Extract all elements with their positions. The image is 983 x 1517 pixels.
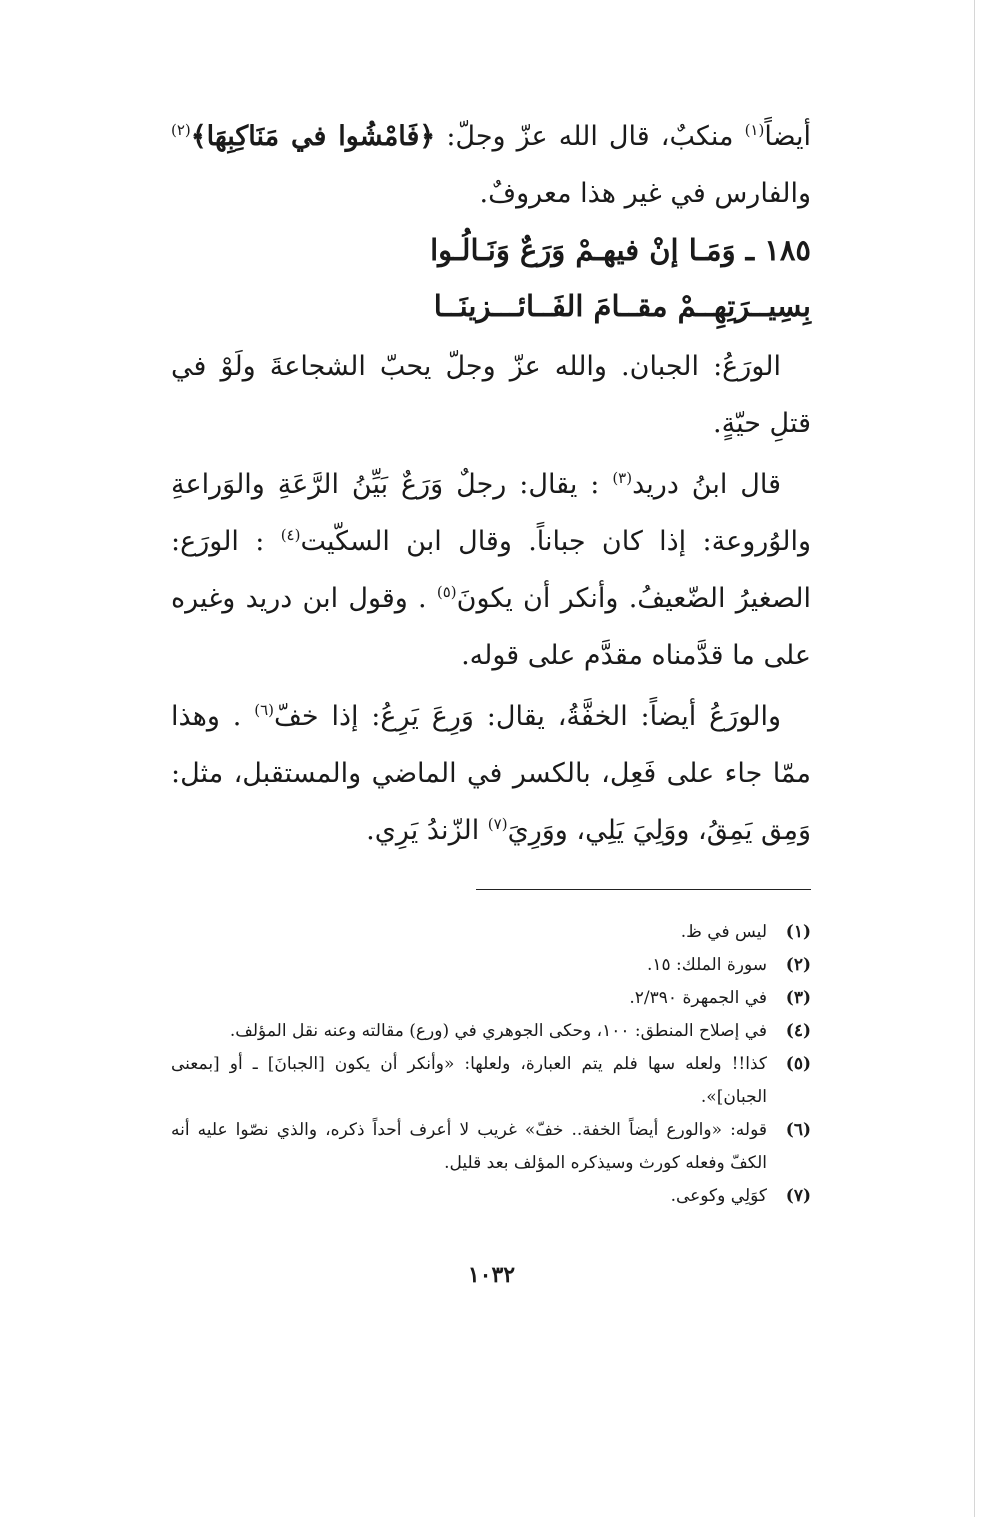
- footnote-item: [171, 1048, 811, 1114]
- footnote-ref-1[interactable]: (١): [744, 121, 765, 139]
- page-content: [171, 108, 811, 1213]
- scan-edge-line: [974, 0, 975, 1517]
- paragraph-definition: الورَعُ: الجبان. والله عزّ وجلّ يحبّ الشجاعةَ ولَوْ في قتلِ حيّةٍ.: [171, 351, 811, 439]
- footnote-separator: [476, 889, 811, 890]
- footnote-text: ليس في ظ.: [680, 922, 767, 942]
- footnote-number: (٥): [785, 1054, 811, 1074]
- footnote-number: (٦): [785, 1120, 811, 1140]
- footnote-ref-5[interactable]: (٥): [436, 583, 457, 601]
- footnote-item: [171, 949, 811, 982]
- footnote-text: كوَلِي وكوعى.: [670, 1186, 767, 1206]
- p2-text-d: . وقول ابن دريد وغيره على ما قدَّمناه مقدَّم على قوله.: [171, 583, 811, 671]
- footnote-item: [171, 1180, 811, 1213]
- footnote-number: (١): [785, 922, 811, 942]
- footnote-text: قوله: «والورع أيضاً الخفة.. خفّ» غريب لا أعرف أحداً ذكره، والذي نصّوا عليه أنه الكفّ وفعله كورث وسيذكره المؤلف بعد قليل.: [171, 1120, 767, 1173]
- footnote-number: (٣): [785, 988, 811, 1008]
- p2-text-a: قال ابنُ دريد: [632, 469, 782, 500]
- intro-paragraph: [171, 108, 811, 222]
- footnote-ref-2[interactable]: (٢): [171, 121, 191, 139]
- footnote-ref-4[interactable]: (٤): [280, 526, 301, 544]
- p3-text-c: الزّندُ يَرِي.: [366, 815, 488, 846]
- p2-text-b: : يقال: رجلٌ وَرَعٌ بَيِّنُ الرَّعَةِ والوَراعةِ والوُروعة: إذا كان جباناً. وقال ابن السكّيت: [171, 469, 811, 557]
- footnote-item: [171, 916, 811, 949]
- verse-first-hemistich: ١٨٥ ـ وَمَـا إنْ فيهـمْ وَرَعٌ وَنَـالُـوا: [430, 233, 811, 267]
- intro-text-end: والفارس في غير هذا معروفٌ.: [479, 178, 811, 209]
- intro-text-start: أيضاً: [764, 121, 812, 152]
- footnote-number: (٧): [785, 1186, 811, 1206]
- footnote-text: في الجمهرة ٢/٣٩٠.: [629, 988, 767, 1008]
- intro-text-middle: منكبٌ، قال الله عزّ وجلّ:: [435, 121, 745, 152]
- paragraph-ibn-durayd: [171, 456, 811, 684]
- page-number: ١٠٣٢: [467, 1262, 516, 1288]
- footnote-item: [171, 982, 811, 1015]
- footnote-text: في إصلاح المنطق: ١٠٠، وحكى الجوهري في (ورع) مقالته وعنه نقل المؤلف.: [229, 1021, 767, 1041]
- footnote-ref-3[interactable]: (٣): [612, 469, 633, 487]
- verse-second-hemistich: بِسِيــرَتِهِــمْ مقــامَ الفَــائـــزينَــا: [433, 289, 811, 323]
- footnotes-list: [171, 916, 811, 1213]
- paragraph-lightness: [171, 688, 811, 859]
- footnote-ref-6[interactable]: (٦): [254, 701, 274, 719]
- poem-verse: [171, 222, 811, 334]
- quran-quote: ﴿فَامْشُوا في مَنَاكِبِهَا﴾: [190, 121, 436, 152]
- p3-text-a: والورَعُ أيضاً: الخفَّةُ، يقال: وَرِعَ يَرِعُ: إذا خفّ: [273, 701, 781, 732]
- footnote-number: (٢): [785, 955, 811, 975]
- footnote-number: (٤): [785, 1021, 811, 1041]
- p3-text-b: . وهذا ممّا جاء على فَعِل، بالكسر في الماضي والمستقبل، مثل: وَمِق يَمِقُ، ووَلِيَ يَلِي، ووَرِيَ: [171, 701, 811, 846]
- footnote-item: [171, 1114, 811, 1180]
- footnote-text: سورة الملك: ١٥.: [646, 955, 767, 975]
- p2-text-c: : الورَع: الصغيرُ الضّعيفُ. وأنكر أن يكونَ: [171, 526, 811, 614]
- footnote-text: كذا!! ولعله سها فلم يتم العبارة، ولعلها: «وأنكر أن يكون [الجبانَ] ـ أو [بمعنى الجبان]».: [171, 1054, 767, 1107]
- footnote-item: [171, 1015, 811, 1048]
- footnote-ref-7[interactable]: (٧): [487, 815, 508, 833]
